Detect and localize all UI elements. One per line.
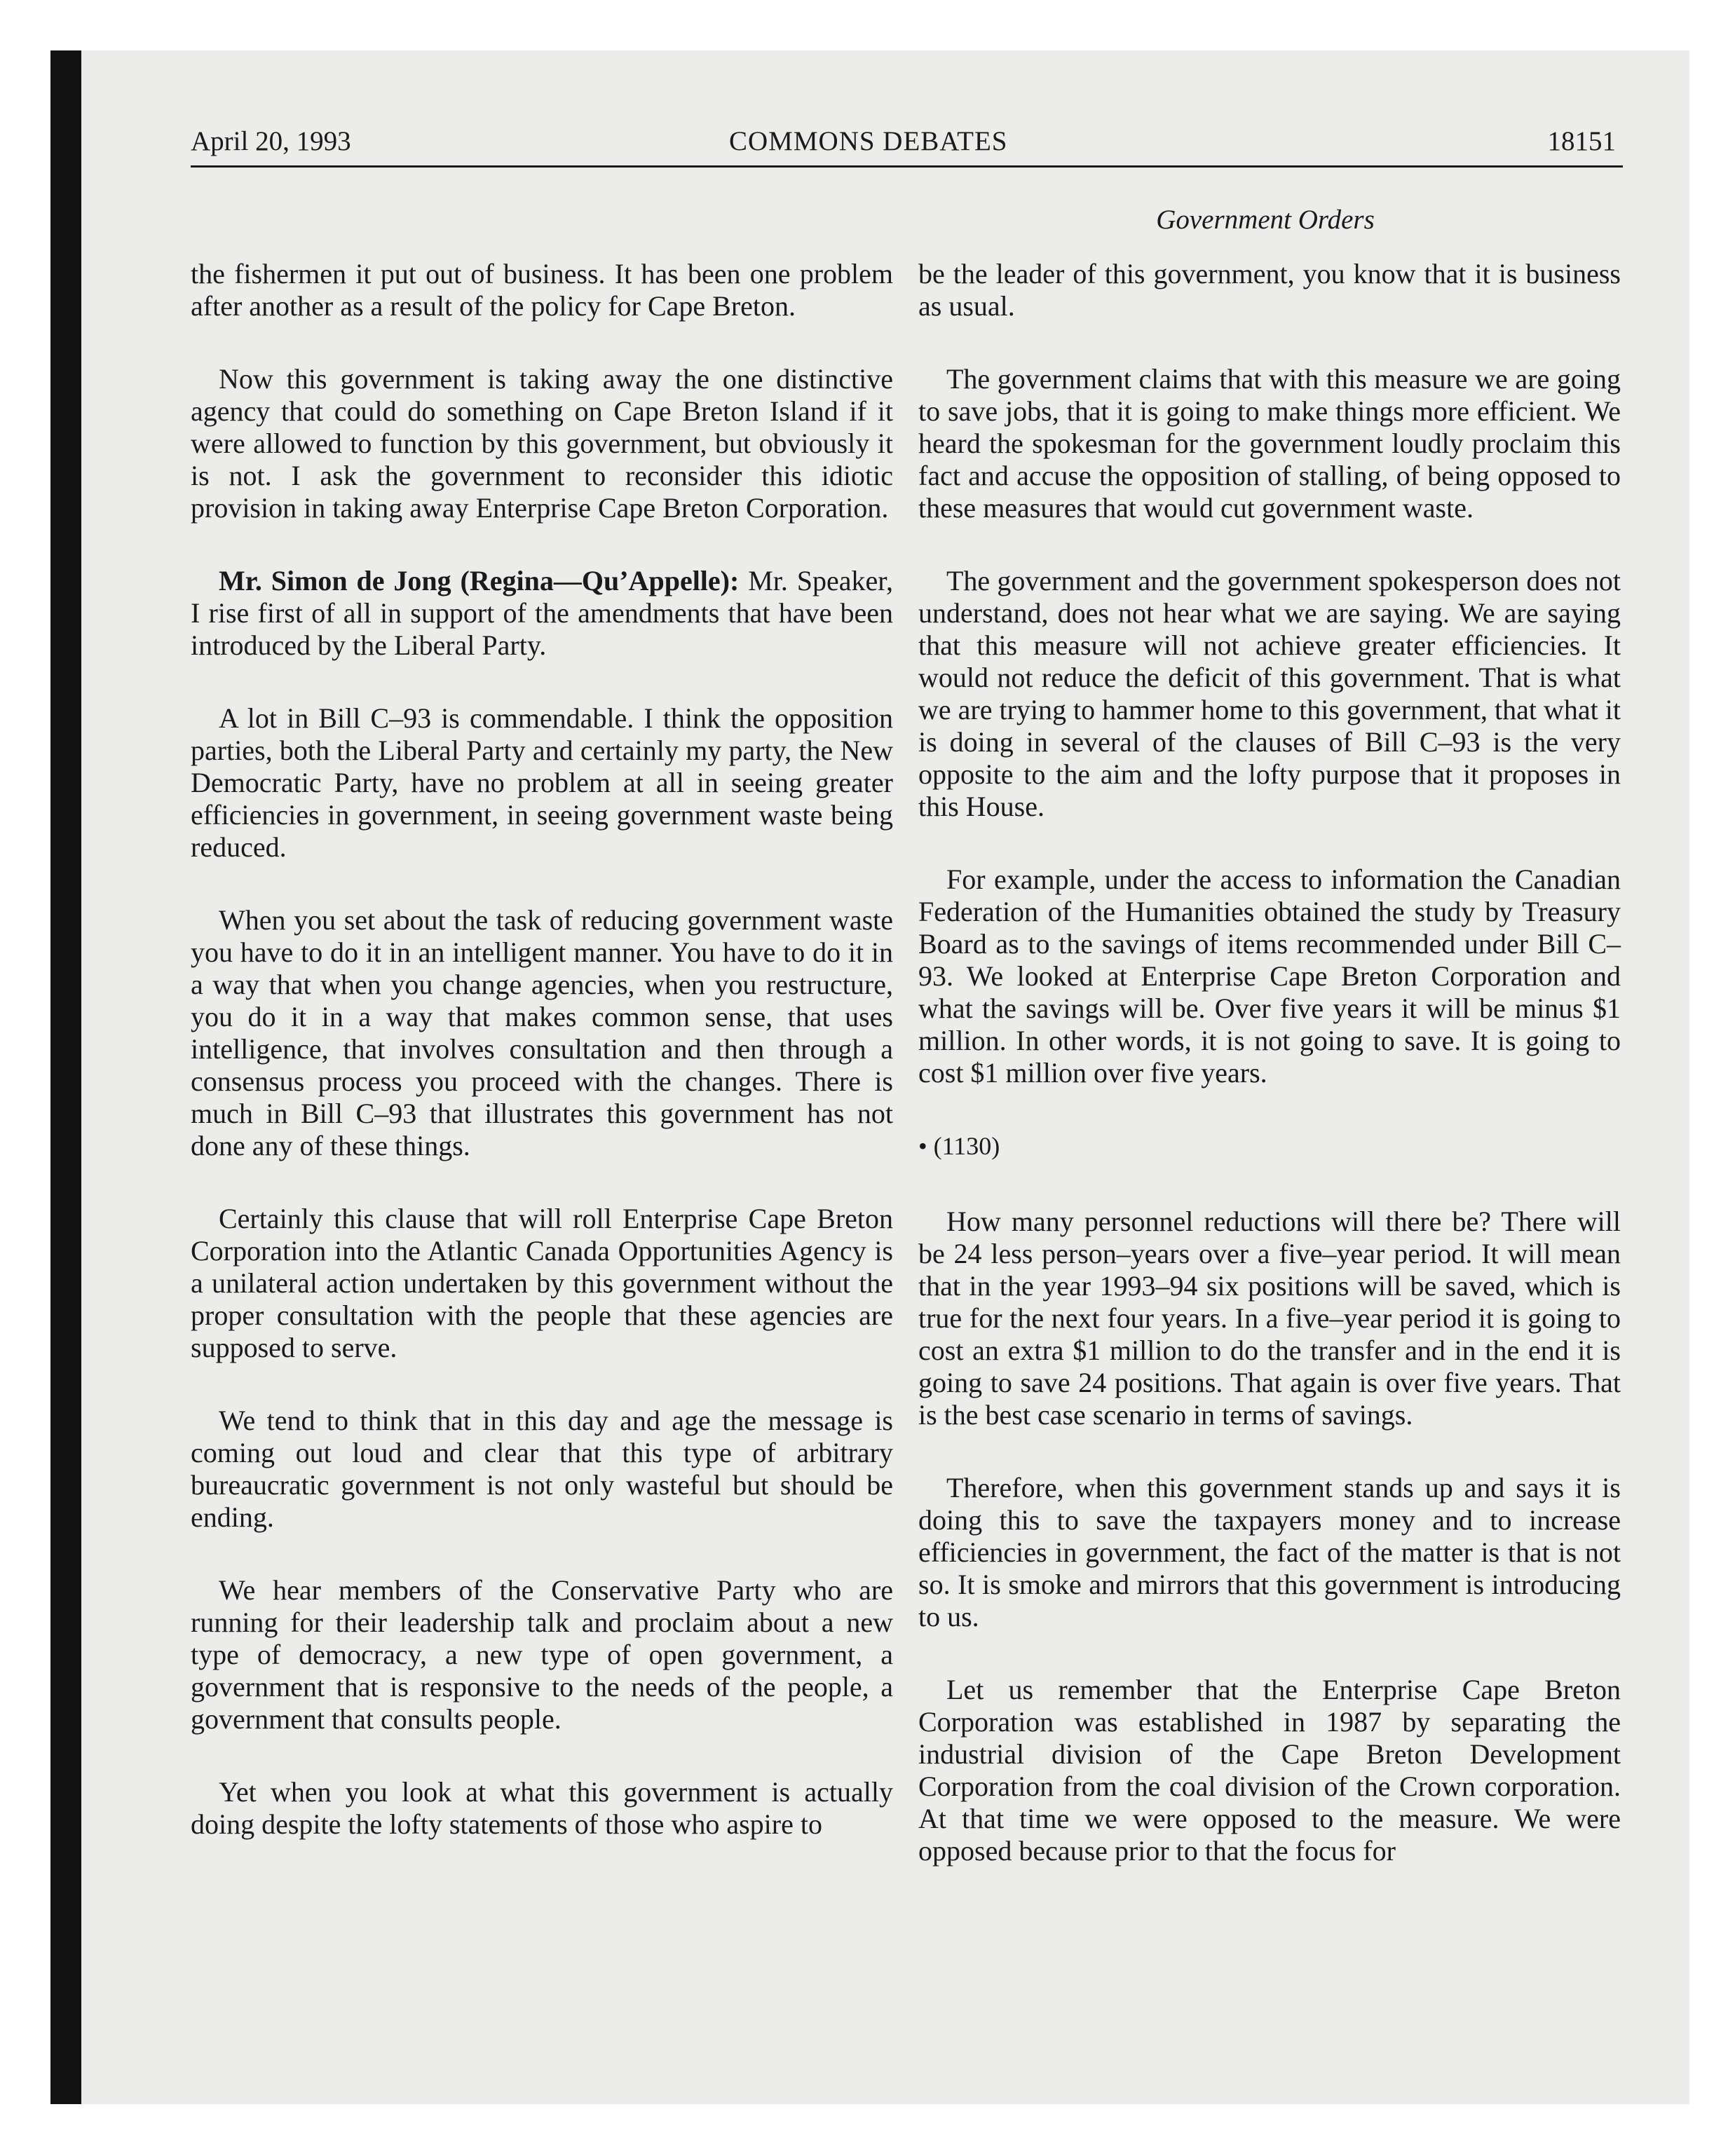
paragraph: Now this government is taking away the one distinctive agency that could do something on Cape Breton Island if it were allowed to function by this government, but obviously it is not. I ask the government to reconsider this idiotic provision in taking away Enterprise Cape Breton Corporation. xyxy=(191,363,893,524)
paragraph: Therefore, when this government stands up and says it is doing this to save the taxpayers money and to increase efficiencies in government, the fact of the matter is that is not so. It is smoke and mirrors that this government is introducing to us. xyxy=(918,1472,1621,1632)
speaker-name: Mr. Simon de Jong (Regina—Qu’Appelle): xyxy=(219,565,740,596)
binding-edge xyxy=(50,50,81,2104)
paragraph: For example, under the access to information the Canadian Federation of the Humanities obtained the study by Treasury Board as to the savings of items recommended under Bill C–93. We looked at Enterprise Cape Breton Corporation and what the savings will be. Over five years it will be minus $1 million. In other words, it is not going to save. It is going to cost $1 million over five years. xyxy=(918,864,1621,1089)
paragraph: When you set about the task of reducing government waste you have to do it in an intelligent manner. You have to do it in a way that when you change agencies, when you restructure, you do it in a way that makes common sense, that uses intelligence, that involves consultation and then through a consensus process you proceed with the changes. There is much in Bill C–93 that illustrates this government has not done any of these things. xyxy=(191,904,893,1161)
paragraph: Certainly this clause that will roll Enterprise Cape Breton Corporation into the Atlantic Canada Opportunities Agency is a unilateral action undertaken by this government without the proper consultation with the people that these agencies are supposed to serve. xyxy=(191,1203,893,1363)
paragraph: The government and the government spokesperson does not understand, does not hear what we are saying. We are saying that this measure will not achieve greater efficiencies. It would not reduce the deficit of this government. That is what we are trying to hammer home to this government, that what it is doing in several of the clauses of Bill C–93 is the very opposite to the aim and the lofty purpose that it proposes in this House. xyxy=(918,565,1621,822)
paragraph: We tend to think that in this day and age the message is coming out loud and clear that this type of arbitrary bureaucratic government is not only wasteful but should be ending. xyxy=(191,1405,893,1533)
header-page-number: 18151 xyxy=(1547,126,1616,156)
paragraph: We hear members of the Conservative Party who are running for their leadership talk and proclaim about a new type of democracy, a new type of open government, a government that is responsive to the needs of the people, a government that consults people. xyxy=(191,1574,893,1735)
speaker-text: Mr. Speaker, I rise first of all in support of the amendments that have been introduced by the Liberal Party. xyxy=(191,565,894,661)
section-title: Government Orders xyxy=(1156,205,1375,235)
speaker-paragraph xyxy=(191,565,893,662)
header-title: COMMONS DEBATES xyxy=(729,126,1008,156)
paragraph: Let us remember that the Enterprise Cape Breton Corporation was established in 1987 by separating the industrial division of the Cape Breton Development Corporation from the coal division of the Crown corporation. At that time we were opposed to the measure. We were opposed because prior to that the focus for xyxy=(918,1674,1621,1867)
right-column xyxy=(918,258,1621,1867)
paragraph: How many personnel reductions will there be? There will be 24 less person–years over a five–year period. It will mean that in the year 1993–94 six positions will be saved, which is true for the next four years. In a five–year period it is going to cost an extra $1 million to do the transfer and in the end it is going to save 24 positions. That again is over five years. That is the best case scenario in terms of savings. xyxy=(918,1206,1621,1431)
left-column xyxy=(191,258,893,1841)
paragraph: the fishermen it put out of business. It has been one problem after another as a result of the policy for Cape Breton. xyxy=(191,258,893,322)
paragraph: The government claims that with this measure we are going to save jobs, that it is going to make things more efficient. We heard the spokesman for the government loudly proclaim this fact and accuse the opposition of stalling, of being opposed to these measures that would cut government waste. xyxy=(918,363,1621,524)
header-rule xyxy=(191,165,1623,168)
time-marker: • (1130) xyxy=(918,1132,1000,1160)
paragraph: Yet when you look at what this government is actually doing despite the lofty statements of those who aspire to xyxy=(191,1776,893,1840)
paragraph: A lot in Bill C–93 is commendable. I think the opposition parties, both the Liberal Party and certainly my party, the New Democratic Party, have no problem at all in seeing greater efficiencies in government, in seeing government waste being reduced. xyxy=(191,702,893,863)
header-date: April 20, 1993 xyxy=(191,126,351,156)
paragraph: be the leader of this government, you know that it is business as usual. xyxy=(918,258,1621,322)
